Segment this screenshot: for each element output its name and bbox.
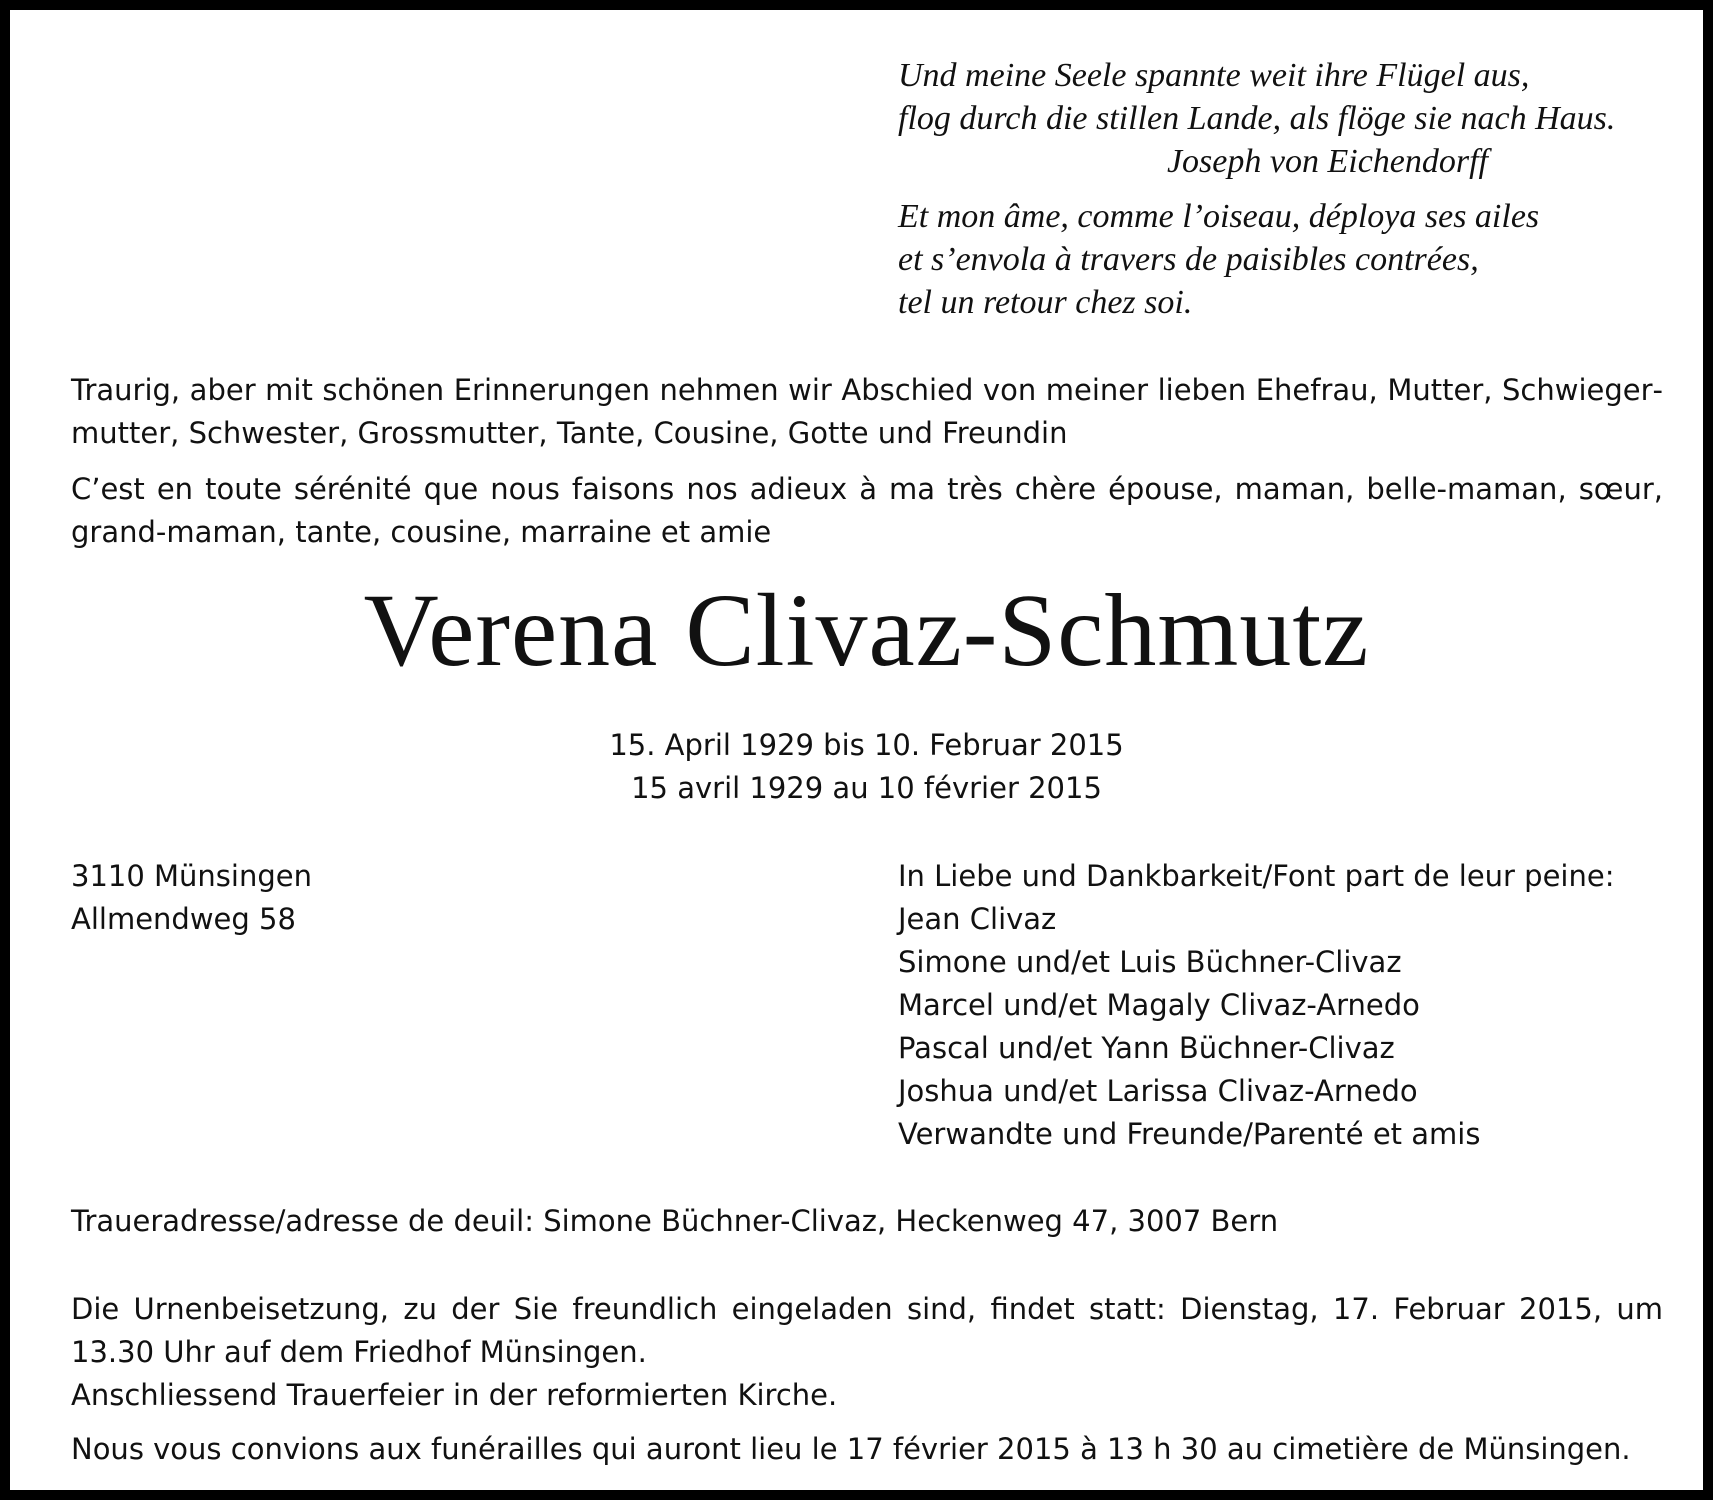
- home-address-city: 3110 Münsingen: [71, 859, 312, 893]
- poem-german-line: Und meine Seele spannte weit ihre Flügel aus,: [898, 57, 1530, 94]
- burial-info: [71, 1288, 1663, 1417]
- mourner-name: Joshua und/et Larissa Clivaz-Arnedo: [898, 1074, 1418, 1108]
- poem-german-line: flog durch die stillen Lande, als flöge sie nach Haus.: [898, 100, 1616, 137]
- poem-french-line: tel un retour chez soi.: [898, 284, 1193, 321]
- deceased-name: Verena Clivaz-Schmutz: [363, 573, 1370, 688]
- mourner-name: Pascal und/et Yann Büchner-Clivaz: [898, 1031, 1395, 1065]
- poem-french-line: et s’envola à travers de paisibles contrées,: [898, 241, 1479, 278]
- poem-spacer: [898, 183, 1618, 195]
- home-address: [71, 855, 571, 941]
- mourners-list: [898, 855, 1658, 1156]
- life-dates-french: 15 avril 1929 au 10 février 2015: [631, 771, 1102, 805]
- burial-german: Die Urnenbeisetzung, zu der Sie freundlich eingeladen sind, findet statt: Dienstag, 17. Februar 2015, um 13.30 Uhr auf dem Friedhof Münsingen.: [71, 1292, 1663, 1369]
- life-dates-german: 15. April 1929 bis 10. Februar 2015: [609, 728, 1124, 762]
- poem-quote: [898, 54, 1618, 324]
- mourner-name: Marcel und/et Magaly Clivaz-Arnedo: [898, 988, 1420, 1022]
- life-dates: [10, 724, 1713, 810]
- mourner-name: Jean Clivaz: [898, 902, 1057, 936]
- burial-german-followup: Anschliessend Trauerfeier in der reformierten Kirche.: [71, 1378, 838, 1412]
- mourning-address: Traueradresse/adresse de deuil: Simone Büchner-Clivaz, Heckenweg 47, 3007 Bern: [71, 1204, 1279, 1238]
- mourner-name: Simone und/et Luis Büchner-Clivaz: [898, 945, 1402, 979]
- intro-german: Traurig, aber mit schönen Erinnerungen nehmen wir Abschied von meiner lieben Ehefrau, Mutter, Schwiegermutter, Schwester, Grossmutter, Tante, Cousine, Gotte und Freundin: [71, 373, 1663, 450]
- poem-french-line: Et mon âme, comme l’oiseau, déploya ses ailes: [898, 198, 1540, 235]
- intro-french: C’est en toute sérénité que nous faisons nos adieux à ma très chère épouse, maman, belle-maman, sœur, grand-maman, tante, cousine, marraine et amie: [71, 472, 1663, 549]
- mourner-name: Verwandte und Freunde/Parenté et amis: [898, 1117, 1481, 1151]
- home-address-street: Allmendweg 58: [71, 902, 296, 936]
- poem-author: Joseph von Eichendorff: [1166, 143, 1488, 180]
- mourners-heading: In Liebe und Dankbarkeit/Font part de leur peine:: [898, 859, 1615, 893]
- burial-french: Nous vous convions aux funérailles qui auront lieu le 17 février 2015 à 13 h 30 au cimetière de Münsingen.: [71, 1432, 1631, 1466]
